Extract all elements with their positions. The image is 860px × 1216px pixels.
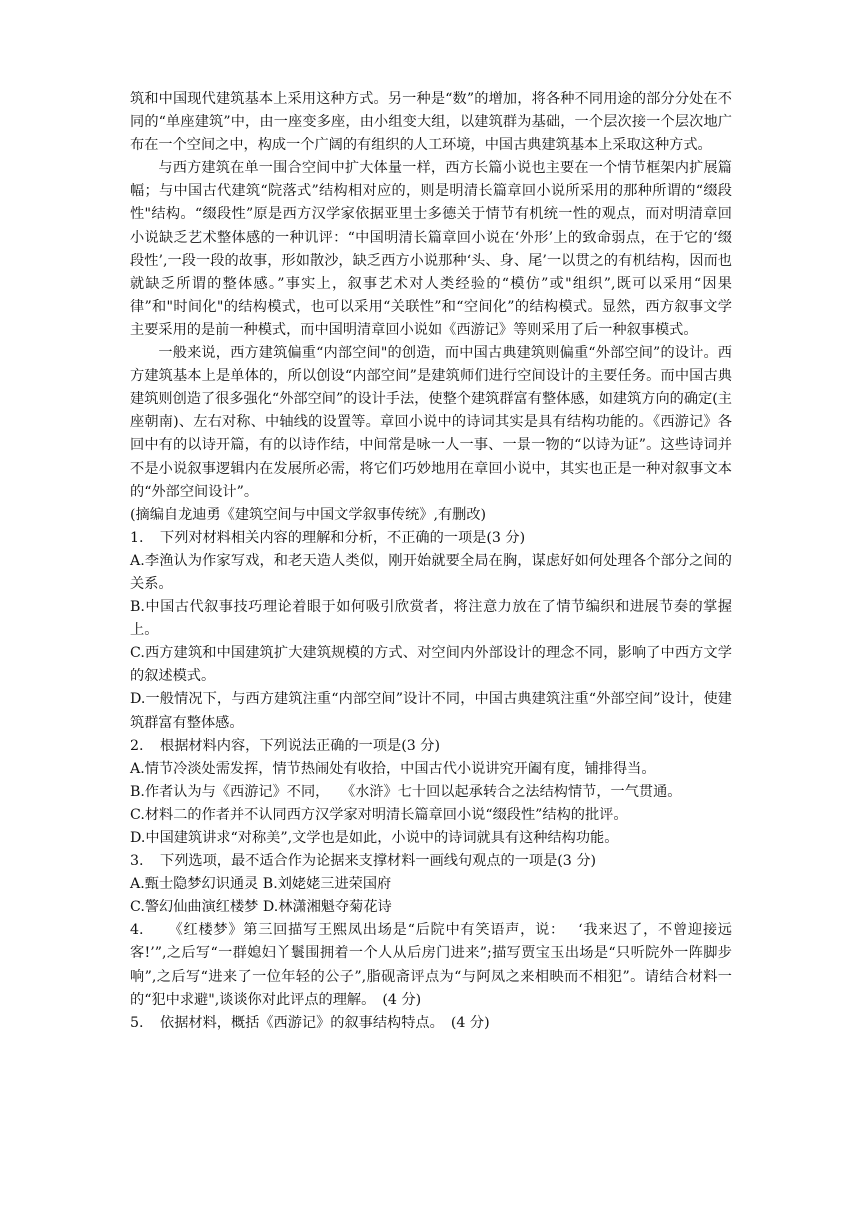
question-text: 《红楼梦》第三回描写王熙凤出场是“后院中有笑语声，说： ‘我来迟了，不曾迎接远客!’”,之后写“一群媳妇丫鬟围拥着一个人从后房门进来”;描写贾宝玉出场是“只听院外一阵脚步响”,之后写“进来了一位年轻的公子”,脂砚斋评点为“与阿凤之来相映而不相犯”。请结合材料一的“犯中求避",谈谈你对此评点的理解。 (4 分) [130, 922, 732, 1008]
question-text: 依据材料，概括《西游记》的叙事结构特点。 (4 分) [160, 1014, 490, 1031]
question-number: 1. [130, 529, 144, 546]
source-citation: (摘编自龙迪勇《建筑空间与中国文学叙事传统》,有删改) [130, 506, 487, 523]
paragraph-space: 一般来说，西方建筑偏重“内部空间"的创造，而中国古典建筑则偏重“外部空间”的设计。西方建筑基本上是单体的，所以创设“内部空间”是建筑师们进行空间设计的主要任务。而中国古典建筑则创造了很多强化“外部空间”的设计手法，使整个建筑群富有整体感，如建筑方向的确定(主座朝南)、左右对称、中轴线的设置等。章回小说中的诗词其实是具有结构功能的。《西游记》各回中有的以诗开篇，有的以诗作结，中间常是咏一人一事、一景一物的“以诗为证”。这些诗词并不是小说叙事逻辑内在发展所必需，将它们巧妙地用在章回小说中，其实也正是一种对叙事文本的“外部空间设计”。 [130, 345, 732, 500]
question-stem [130, 919, 732, 1011]
question-number: 3. [130, 853, 144, 870]
question-number: 4. [130, 922, 144, 939]
question-3 [130, 850, 732, 919]
question-number: 2. [130, 737, 144, 754]
question-number: 5. [130, 1014, 144, 1031]
option-c: C.西方建筑和中国建筑扩大建筑规模的方式、对空间内外部设计的理念不同，影响了中西方文学的叙述模式。 [130, 645, 732, 685]
paragraph-structure: 与西方建筑在单一围合空间中扩大体量一样，西方长篇小说也主要在一个情节框架内扩展篇幅；与中国古代建筑“院落式”结构相对应的，则是明清长篇章回小说所采用的那种所谓的“缀段性"结构。“缀段性”原是西方汉学家依据亚里士多德关于情节有机统一性的观点，而对明清章回小说缺乏艺术整体感的一种讥评：“中国明清长篇章回小说在‘外形’上的致命弱点，在于它的‘缀段性’,一段一段的故事，形如散沙，缺乏西方小说那种‘头、身、尾’一以贯之的有机结构，因而也就缺乏所谓的整体感。”事实上，叙事艺术对人类经验的“模仿”或"组织”,既可以采用“因果律”和"时间化"的结构模式，也可以采用“关联性”和“空间化”的结构模式。显然，西方叙事文学主要采用的是前一种模式，而中国明清章回小说如《西游记》等则采用了后一种叙事模式。 [130, 160, 732, 338]
option-b: B.中国古代叙事技巧理论着眼于如何吸引欣赏者，将注意力放在了情节编织和进展节奏的掌握上。 [130, 599, 732, 639]
question-1 [130, 527, 732, 735]
option-b: B.作者认为与《西游记》不同， 《水浒》七十回以起承转合之法结构情节，一气贯通。 [130, 783, 682, 800]
question-4 [130, 919, 732, 1011]
option-c: C.材料二的作者并不认同西方汉学家对明清长篇章回小说“缀段性”结构的批评。 [130, 806, 628, 823]
question-text: 下列选项，最不适合作为论据来支撑材料一画线句观点的一项是(3 分) [160, 853, 597, 870]
question-2 [130, 735, 732, 850]
question-stem [130, 850, 732, 873]
question-stem [130, 735, 732, 758]
option-a: A.情节冷淡处需发挥，情节热闹处有收拾，中国古代小说讲究开阖有度，铺排得当。 [130, 760, 656, 777]
option-row-cd: C.警幻仙曲演红楼梦 D.林潇湘魁夺菊花诗 [130, 899, 392, 916]
question-5 [130, 1012, 732, 1035]
question-text: 下列对材料相关内容的理解和分析，不正确的一项是(3 分) [160, 529, 526, 546]
option-row-ab: A.甄士隐梦幻识通灵 B.刘姥姥三进荣国府 [130, 876, 392, 893]
option-d: D.中国建筑讲求“对称美”,文学也是如此，小说中的诗词就具有这种结构功能。 [130, 830, 619, 846]
question-text: 根据材料内容，下列说法正确的一项是(3 分) [160, 737, 440, 754]
question-stem [130, 527, 732, 550]
question-stem [130, 1012, 732, 1035]
paragraph-continued: 筑和中国现代建筑基本上采用这种方式。另一种是“数”的增加，将各种不同用途的部分分处在不同的“单座建筑”中，由一座变多座，由小组变大组，以建筑群为基础，一个层次接一个层次地广布在一个空间之中，构成一个广阔的有组织的人工环境，中国古典建筑基本上采取这种方式。 [130, 91, 732, 154]
option-d: D.一般情况下，与西方建筑注重“内部空间”设计不同，中国古典建筑注重“外部空间”设计，使建筑群富有整体感。 [130, 691, 732, 731]
option-a: A.李渔认为作家写戏，和老天造人类似，刚开始就要全局在胸，谋虑好如何处理各个部分之间的关系。 [130, 552, 732, 592]
